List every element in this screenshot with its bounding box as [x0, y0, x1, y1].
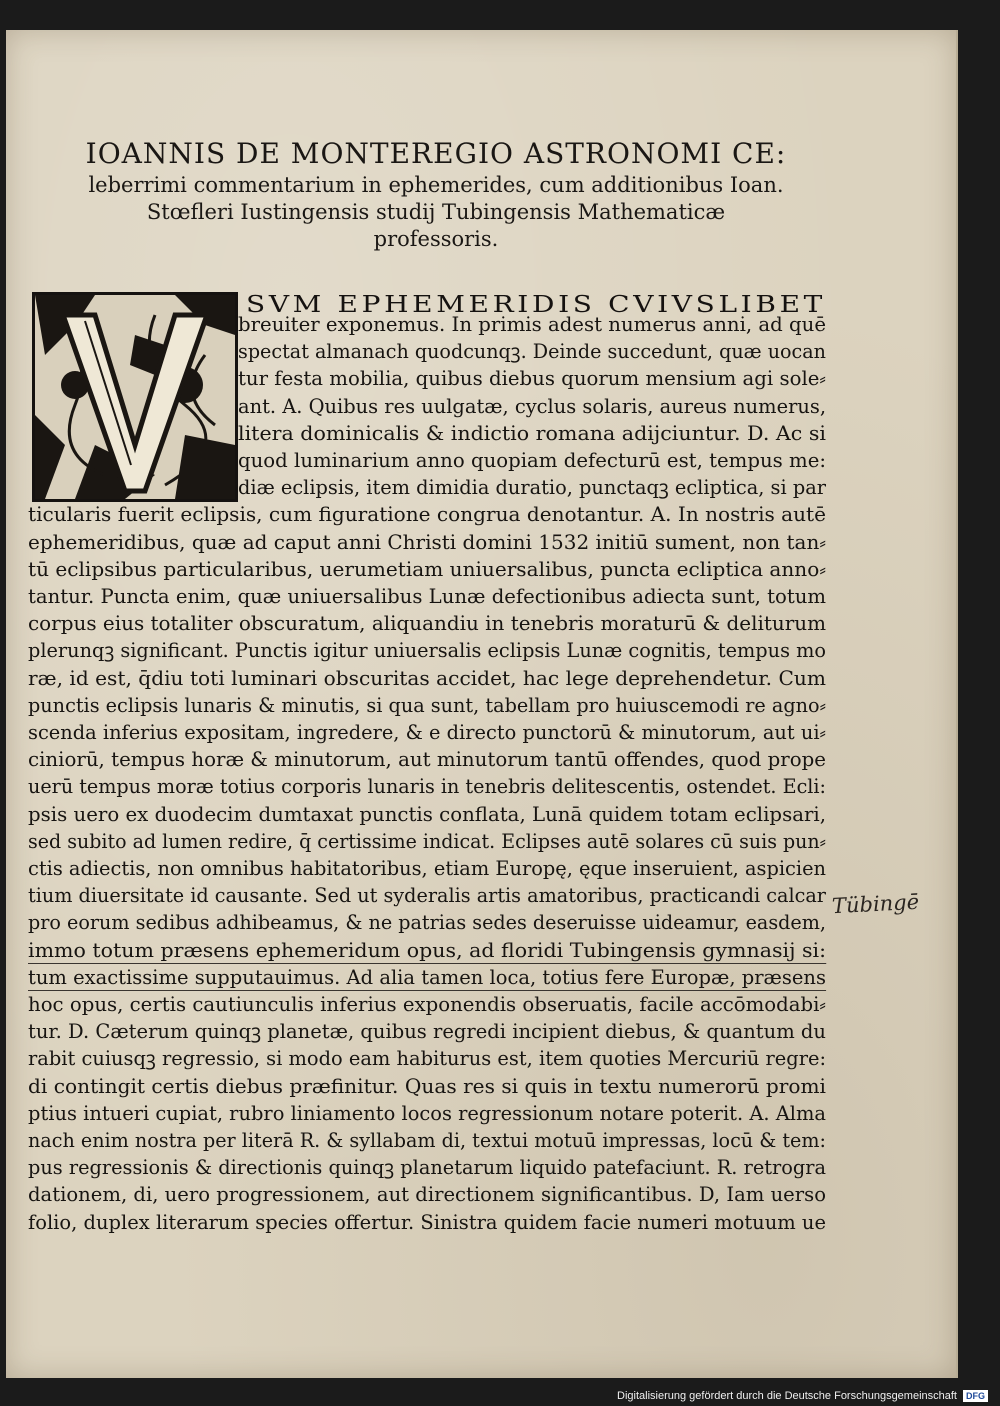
body-line: spectat almanach quodcunqꝫ. Deinde succedunt, quæ uocan — [238, 340, 826, 364]
body-line: ptius intueri cupiat, rubro liniamento locos regressionum notare poterit. A. Alma — [28, 1101, 826, 1125]
lead-line: SVM EPHEMERIDIS CVIVSLIBET — [246, 292, 826, 318]
body-line: corpus eius totaliter obscuratum, aliquandiu in tenebris moraturū & deliturum — [28, 612, 826, 636]
handwritten-margin-note: Tübingē — [831, 889, 920, 919]
dfg-logo: DFG — [963, 1390, 988, 1402]
body-line: folio, duplex literarum species offertur. Sinistra quidem facie numeri motuum ue — [28, 1210, 826, 1234]
body-line: litera dominicalis & indictio romana adijciuntur. D. Ac si — [238, 421, 826, 445]
body-line: plerunqꝫ significant. Punctis igitur uniuersalis eclipsis Lunæ cognitis, tempus mo — [28, 639, 826, 663]
body-line: di contingit certis diebus præfinitur. Quas res si quis in textu numerorū promi — [28, 1074, 826, 1098]
body-line: sed subito ad lumen redire, q̄ certissime indicat. Eclipses autē solares cū suis pun⸗ — [28, 829, 826, 853]
title-line-1: IOANNIS DE MONTEREGIO ASTRONOMI CE: — [85, 137, 787, 170]
body-line: tium diuersitate id causante. Sed ut syderalis artis amatoribus, practicandi calcar — [28, 884, 826, 908]
title-block — [46, 136, 826, 253]
body-line: ephemeridibus, quæ ad caput anni Christi domini 1532 initiū sument, non tan⸗ — [28, 530, 826, 554]
body-line: diæ eclipsis, item dimidia duratio, punctaqꝫ ecliptica, si par — [238, 476, 826, 500]
woodcut-initial-v-icon — [32, 292, 238, 502]
body-line: tum exactissime supputauimus. Ad alia tamen loca, totius fere Europæ, præsens — [28, 965, 826, 989]
body-line: punctis eclipsis lunaris & minutis, si qua sunt, tabellam pro huiuscemodi re agno⸗ — [28, 693, 826, 717]
title-line-2: leberrimi commentarium in ephemerides, cum additionibus Ioan. — [88, 173, 784, 197]
footer-text: Digitalisierung gefördert durch die Deutsche Forschungsgemeinschaft — [617, 1390, 957, 1402]
body-line: hoc opus, certis cautiunculis inferius exponendis obseruatis, facile accōmodabi⸗ — [28, 993, 826, 1016]
body-line: rabit cuiusqꝫ regressio, si modo eam habiturus est, item quoties Mercuriū regre: — [28, 1047, 826, 1071]
title-line-3: Stœfleri Iustingensis studij Tubingensis Mathematicæ — [146, 200, 726, 224]
body-line: ticularis fuerit eclipsis, cum figuratione congrua denotantur. A. In nostris autē — [28, 503, 827, 527]
body-line: tantur. Puncta enim, quæ uniuersalibus Lunæ defectionibus adiecta sunt, totum — [28, 585, 826, 608]
body-line: tur. D. Cæterum quinqꝫ planetæ, quibus regredi incipient diebus, & quantum du — [28, 1020, 827, 1044]
body-line: ræ, id est, q̄diu toti luminari obscuritas accidet, hac lege deprehendetur. Cum — [28, 666, 826, 690]
body-line: ant. A. Quibus res uulgatæ, cyclus solaris, aureus numerus, — [238, 394, 826, 418]
body-line: quod luminarium anno quopiam defecturū est, tempus me: — [238, 449, 826, 472]
body-line: ciniorū, tempus horæ & minutorum, aut minutorum tantū offendes, quod prope — [28, 748, 826, 772]
body-line: breuiter exponemus. In primis adest numerus anni, ad quē — [238, 313, 826, 336]
body-line: tū eclipsibus particularibus, uerumetiam uniuersalibus, puncta ecliptica anno⸗ — [28, 557, 826, 581]
body-line: pro eorum sedibus adhibeamus, & ne patrias sedes deseruisse uideamur, easdem, — [28, 911, 826, 935]
body-line: psis uero ex duodecim dumtaxat punctis conflata, Lunā quidem totam eclipsari, — [28, 802, 826, 826]
body-line: tur festa mobilia, quibus diebus quorum mensium agi sole⸗ — [238, 367, 826, 391]
body-line: immo totum præsens ephemeridum opus, ad floridi Tubingensis gymnasij si: — [28, 938, 826, 962]
title-line-4: professoris. — [373, 227, 499, 251]
body-line: nach enim nostra per literā R. & syllabam di, textui motuū impressas, locū & tem: — [28, 1129, 826, 1152]
body-line: dationem, di, uero progressionem, aut directionem significantibus. D, Iam uerso — [28, 1183, 826, 1207]
book-page — [6, 30, 958, 1378]
body-line: pus regressionis & directionis quinqꝫ planetarum liquido patefaciunt. R. retrogra — [28, 1156, 826, 1180]
footer-credit — [617, 1390, 988, 1402]
body-line: scenda inferius expositam, ingredere, & e directo punctorū & minutorum, aut ui⸗ — [28, 721, 826, 744]
body-line: ctis adiectis, non omnibus habitatoribus, etiam Europę, ęque inseruient, aspicien — [28, 857, 826, 880]
body-line: uerū tempus moræ totius corporis lunaris in tenebris delitescentis, ostendet. Ecli: — [28, 775, 826, 799]
